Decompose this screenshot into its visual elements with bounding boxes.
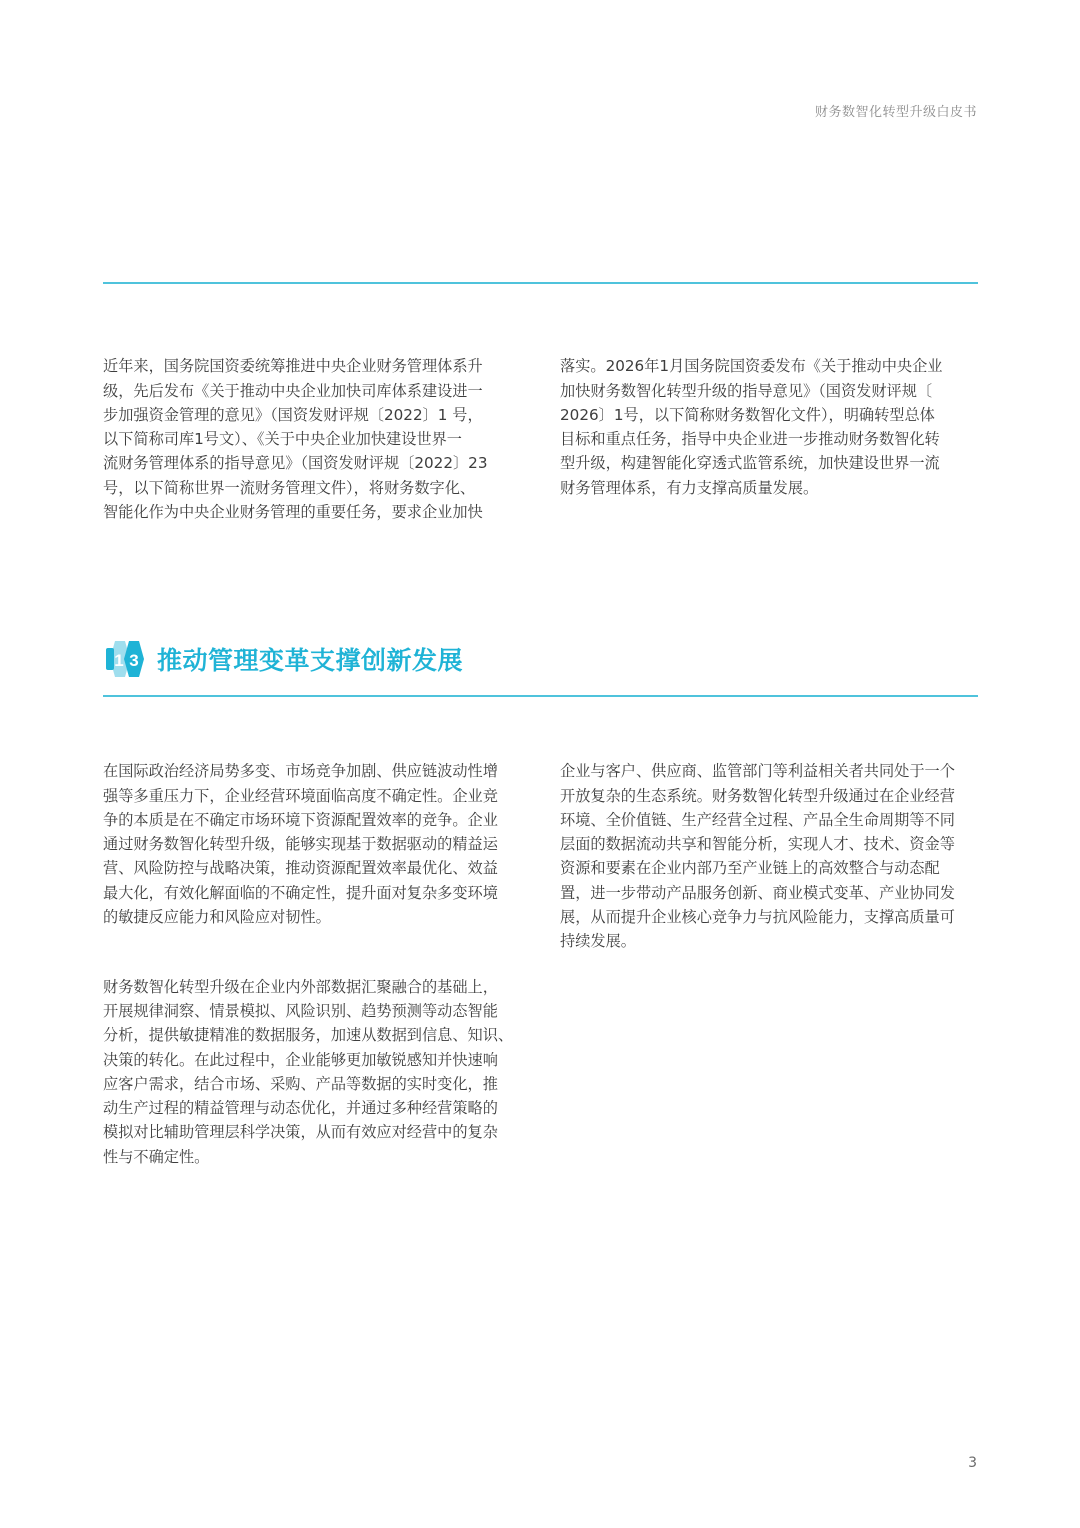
section-paragraph-left-2: 财务数智化转型升级在企业内外部数据汇聚融合的基础上， 开展规律洞察、情景模拟、风险识别、趋势预测等动态智能 分析，提供敏捷精准的数据服务，加速从数据到信息、知识、 决策的转化。在此过程中，企业能够更加敏锐感知并快速响 应客户需求，结合市场、采购、产品等数据的实时变化，推 动生产过程的精益管理与动态优化，并通过多种经营策略的 模拟对比辅助管理层科学决策，从而有效应对经营中的复杂 性与不确定性。: [103, 977, 514, 1166]
section-paragraph-right-1: 企业与客户、供应商、监管部门等利益相关者共同处于一个 开放复杂的生态系统。财务数智化转型升级通过在企业经营 环境、全价值链、生产经营全过程、产品全生命周期等不同 层面的数据流动共享和智能分析，实现人才、技术、资金等 资源和要素在企业内部乃至产业链上的高效整合与动态配 置，进一步带动产品服务创新、商业模式变革、产业协同发 展，从而提升企业核心竞争力与抗风险能力，支撑高质量可 持续发展。: [560, 762, 955, 951]
section-number-badge-icon: [103, 639, 149, 679]
section-divider: [103, 695, 978, 697]
intro-left-column: [103, 330, 521, 549]
top-divider: [103, 282, 978, 284]
intro-right-column: [560, 330, 978, 524]
section-heading: [103, 638, 463, 680]
intro-paragraph-left: 近年来，国务院国资委统筹推进中央企业财务管理体系升 级，先后发布《关于推动中央企业加快司库体系建设进一 步加强资金管理的意见》（国资发财评规〔2022〕1 号， 以下简称司库1号文）、《关于中央企业加快建设世界一 流财务管理体系的指导意见》（国资发财评规〔2022〕23 号，以下简称世界一流财务管理文件），将财务数字化、 智能化作为中央企业财务管理的重要任务，要求企业加快: [103, 357, 488, 522]
section-title: 推动管理变革支撑创新发展: [157, 646, 464, 675]
section-paragraph-left-1: 在国际政治经济局势多变、市场竞争加剧、供应链波动性增 强等多重压力下，企业经营环境面临高度不确定性。企业竞 争的本质是在不确定市场环境下资源配置效率的竞争。企业 通过财务数智化转型升级，能够实现基于数据驱动的精益运 营、风险防控与战略决策，推动资源配置效率最优化、效益 最大化，有效化解面临的不确定性，提升面对复杂多变环境 的敏捷反应能力和风险应对韧性。: [103, 762, 498, 927]
section-right-column: [560, 735, 978, 978]
intro-paragraph-right: 落实。2026年1月国务院国资委发布《关于推动中央企业 加快财务数智化转型升级的指导意见》（国资发财评规〔 2026〕1号，以下简称财务数智化文件），明确转型总体 目标和重点任务，指导中央企业进一步推动财务数智化转 型升级，构建智能化穿透式监管系统，加快建设世界一流 财务管理体系，有力支撑高质量发展。: [560, 357, 943, 497]
svg-text:1: 1: [114, 651, 124, 670]
svg-text:3: 3: [129, 651, 139, 670]
page-number: 3: [968, 1455, 977, 1471]
section-left-column: [103, 735, 521, 1193]
running-header-title: 财务数智化转型升级白皮书: [814, 105, 977, 120]
